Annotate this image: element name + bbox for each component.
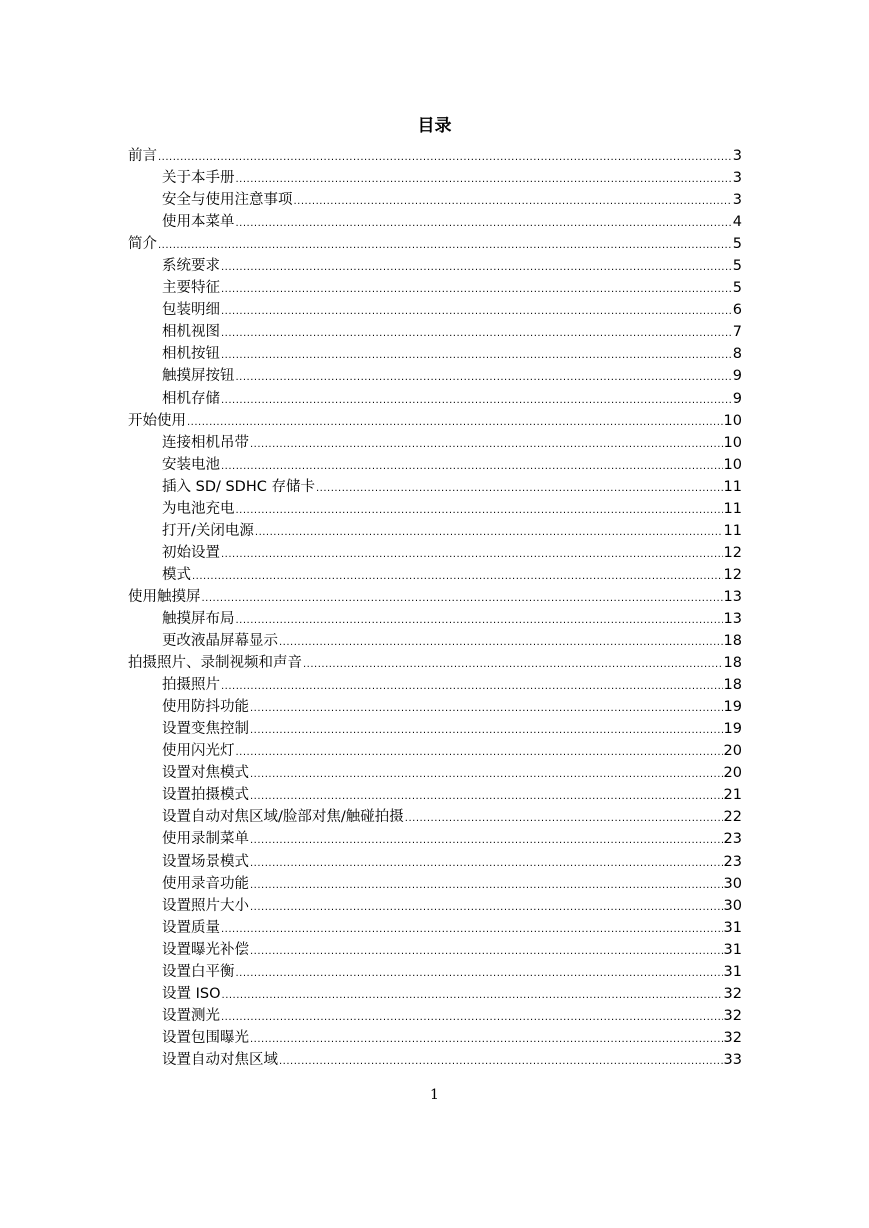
toc-entry-page: 31 — [723, 941, 742, 958]
toc-entry-label: 相机视图 — [162, 324, 220, 341]
dot-leader — [250, 853, 723, 875]
toc-entry-page: 13 — [723, 588, 742, 605]
toc-entry-page: 3 — [732, 170, 742, 187]
toc-entry[interactable] — [128, 255, 742, 277]
toc-entry-label: 触摸屏布局 — [162, 610, 235, 627]
toc-entry-page: 18 — [723, 655, 742, 672]
toc-entry-label: 简介 — [128, 236, 157, 253]
toc-entry-label: 触摸屏按钮 — [162, 368, 235, 385]
toc-entry[interactable] — [128, 784, 742, 806]
dot-leader — [236, 742, 723, 764]
toc-entry-page: 10 — [723, 456, 742, 473]
dot-leader — [236, 963, 723, 985]
page-number: 1 — [430, 1087, 439, 1103]
toc-entry-page: 32 — [723, 985, 742, 1002]
toc-entry-page: 9 — [732, 390, 742, 407]
dot-leader — [221, 323, 732, 345]
toc-entry-page: 23 — [723, 831, 742, 848]
toc-entry-page: 5 — [732, 236, 742, 253]
dot-leader — [222, 985, 723, 1007]
dot-leader — [221, 345, 732, 367]
toc-entry-label: 相机按钮 — [162, 346, 220, 363]
toc-entry-page: 18 — [723, 677, 742, 694]
dot-leader — [316, 478, 723, 500]
dot-leader — [221, 456, 723, 478]
toc-entry-page: 9 — [732, 368, 742, 385]
toc-entry-label: 设置照片大小 — [162, 897, 249, 914]
dot-leader — [405, 808, 723, 830]
toc-entry-label: 设置 ISO — [162, 985, 221, 1002]
toc-entry[interactable] — [128, 564, 742, 586]
toc-entry[interactable] — [128, 895, 742, 917]
toc-entry-label: 初始设置 — [162, 544, 220, 561]
toc-entry-label: 设置拍摄模式 — [162, 787, 249, 804]
toc-entry-page: 31 — [723, 919, 742, 936]
toc-entry[interactable] — [128, 454, 742, 476]
toc-entry-label: 设置自动对焦区域 — [162, 1051, 278, 1068]
toc-entry-label: 包装明细 — [162, 302, 220, 319]
toc-entry[interactable] — [128, 167, 742, 189]
dot-leader — [202, 588, 723, 610]
toc-entry-page: 3 — [732, 148, 742, 164]
dot-leader — [187, 412, 723, 434]
dot-leader — [250, 764, 723, 786]
toc-entry-page: 7 — [732, 324, 742, 341]
toc-entry[interactable] — [128, 674, 742, 696]
toc-entry-label: 设置白平衡 — [162, 963, 235, 980]
toc-entry-label: 设置变焦控制 — [162, 721, 249, 738]
dot-leader — [192, 566, 723, 588]
toc-entry[interactable] — [128, 211, 742, 233]
toc-entry-label: 设置测光 — [162, 1007, 220, 1024]
dot-leader — [250, 1029, 723, 1051]
toc-entry-label: 使用录制菜单 — [162, 831, 249, 848]
toc-entry-page: 3 — [732, 192, 742, 209]
toc-entry[interactable] — [128, 1049, 742, 1071]
toc-entry-label: 设置曝光补偿 — [162, 941, 249, 958]
toc-entry-label: 插入 SD/ SDHC 存储卡 — [162, 478, 315, 495]
toc-entry-label: 设置场景模式 — [162, 853, 249, 870]
dot-leader — [250, 720, 723, 742]
toc-entry-label: 连接相机吊带 — [162, 434, 249, 451]
dot-leader — [236, 610, 723, 632]
toc-entry[interactable] — [128, 277, 742, 299]
toc-entry[interactable] — [128, 520, 742, 542]
toc-entry-label: 前言 — [128, 148, 157, 164]
toc-entry[interactable] — [128, 718, 742, 740]
toc-entry[interactable] — [128, 851, 742, 873]
toc-entry-label: 设置包围曝光 — [162, 1029, 249, 1046]
toc-entry-label: 系统要求 — [162, 258, 220, 275]
toc-entry-label: 关于本手册 — [162, 170, 235, 187]
toc-entry[interactable] — [128, 542, 742, 564]
toc-entry-page: 10 — [723, 412, 742, 429]
toc-entry[interactable] — [128, 343, 742, 365]
dot-leader — [221, 257, 732, 279]
dot-leader — [250, 830, 723, 852]
dot-leader — [221, 919, 723, 941]
toc-entry-label: 设置质量 — [162, 919, 220, 936]
toc-entry-page: 12 — [723, 544, 742, 561]
toc-entry-page: 21 — [723, 787, 742, 804]
dot-leader — [250, 897, 723, 919]
toc-entry-page: 30 — [723, 897, 742, 914]
page-title: 目录 — [417, 116, 452, 136]
toc-entry[interactable] — [128, 189, 742, 211]
toc-entry-page: 11 — [723, 500, 742, 517]
dot-leader — [221, 1007, 723, 1029]
dot-leader — [221, 676, 723, 698]
toc-entry[interactable] — [128, 983, 742, 1005]
dot-leader — [221, 301, 732, 323]
dot-leader — [255, 522, 723, 544]
toc-entry-label: 使用本菜单 — [162, 214, 235, 231]
toc-entry[interactable] — [128, 696, 742, 718]
toc-entry[interactable] — [128, 806, 742, 828]
toc-entry-label: 安装电池 — [162, 456, 220, 473]
toc-entry-page: 19 — [723, 699, 742, 716]
toc-entry-label: 模式 — [162, 566, 191, 583]
dot-leader — [250, 786, 723, 808]
toc-entry[interactable] — [128, 145, 742, 167]
toc-entry-page: 18 — [723, 633, 742, 650]
toc-entry-page: 20 — [723, 743, 742, 760]
toc-entry[interactable] — [128, 630, 742, 652]
dot-leader — [236, 367, 732, 389]
dot-leader — [221, 544, 723, 566]
dot-leader — [294, 191, 732, 213]
toc-entry-page: 20 — [723, 765, 742, 782]
toc-entry-label: 相机存储 — [162, 390, 220, 407]
dot-leader — [250, 698, 723, 720]
toc-entry[interactable] — [128, 608, 742, 630]
dot-leader — [279, 632, 723, 654]
dot-leader — [158, 147, 732, 169]
toc-entry-label: 拍摄照片、录制视频和声音 — [128, 655, 302, 672]
dot-leader — [279, 1051, 723, 1073]
toc-entry-page: 32 — [723, 1029, 742, 1046]
toc-entry-page: 11 — [723, 478, 742, 495]
toc-entry[interactable] — [128, 476, 742, 498]
toc-entry-page: 33 — [723, 1051, 742, 1068]
toc-entry-page: 10 — [723, 434, 742, 451]
toc-entry[interactable] — [128, 740, 742, 762]
toc-entry[interactable] — [128, 961, 742, 983]
toc-entry[interactable] — [128, 233, 742, 255]
toc-entry[interactable] — [128, 873, 742, 895]
toc-entry-label: 使用防抖功能 — [162, 699, 249, 716]
toc-entry-label: 为电池充电 — [162, 500, 235, 517]
toc-entry-label: 设置自动对焦区域/脸部对焦/触碰拍摄 — [162, 809, 404, 826]
dot-leader — [250, 434, 723, 456]
toc-entry[interactable] — [128, 365, 742, 387]
toc-entry-page: 31 — [723, 963, 742, 980]
toc-entry-page: 12 — [723, 566, 742, 583]
toc-entry-label: 开始使用 — [128, 412, 186, 429]
dot-leader — [250, 941, 723, 963]
toc-entry-page: 23 — [723, 853, 742, 870]
toc-entry[interactable] — [128, 762, 742, 784]
dot-leader — [221, 390, 732, 412]
dot-leader — [236, 213, 732, 235]
dot-leader — [221, 279, 732, 301]
toc-entry[interactable] — [128, 321, 742, 343]
toc-entry-page: 5 — [732, 258, 742, 275]
toc-entry-label: 更改液晶屏幕显示 — [162, 633, 278, 650]
toc-entry-page: 6 — [732, 302, 742, 319]
toc-entry-page: 22 — [723, 809, 742, 826]
toc-entry[interactable] — [128, 1027, 742, 1049]
toc-entry-page: 32 — [723, 1007, 742, 1024]
toc-entry-label: 使用闪光灯 — [162, 743, 235, 760]
dot-leader — [236, 500, 723, 522]
toc-entry-label: 打开/关闭电源 — [162, 522, 254, 539]
toc-entry[interactable] — [128, 917, 742, 939]
toc-entry-label: 主要特征 — [162, 280, 220, 297]
toc-entry-page: 19 — [723, 721, 742, 738]
toc-entry[interactable] — [128, 1005, 742, 1027]
toc-entry-page: 5 — [732, 280, 742, 297]
dot-leader — [250, 875, 723, 897]
toc-entry-page: 30 — [723, 875, 742, 892]
toc-entry-label: 拍摄照片 — [162, 677, 220, 694]
toc-entry[interactable] — [128, 410, 742, 432]
toc-entry-page: 11 — [723, 522, 742, 539]
toc-entry[interactable] — [128, 652, 742, 674]
toc-entry[interactable] — [128, 388, 742, 410]
table-of-contents — [128, 145, 742, 1071]
toc-entry[interactable] — [128, 586, 742, 608]
toc-entry-page: 13 — [723, 610, 742, 627]
dot-leader — [303, 654, 723, 676]
dot-leader — [236, 169, 732, 191]
toc-entry[interactable] — [128, 432, 742, 454]
toc-entry-page: 8 — [732, 346, 742, 363]
toc-entry-label: 安全与使用注意事项 — [162, 192, 293, 209]
toc-entry-page: 4 — [732, 214, 742, 231]
toc-entry[interactable] — [128, 299, 742, 321]
toc-entry[interactable] — [128, 828, 742, 850]
toc-entry[interactable] — [128, 498, 742, 520]
toc-entry-label: 使用录音功能 — [162, 875, 249, 892]
dot-leader — [158, 235, 732, 257]
toc-entry-label: 设置对焦模式 — [162, 765, 249, 782]
toc-entry-label: 使用触摸屏 — [128, 588, 201, 605]
toc-entry[interactable] — [128, 939, 742, 961]
